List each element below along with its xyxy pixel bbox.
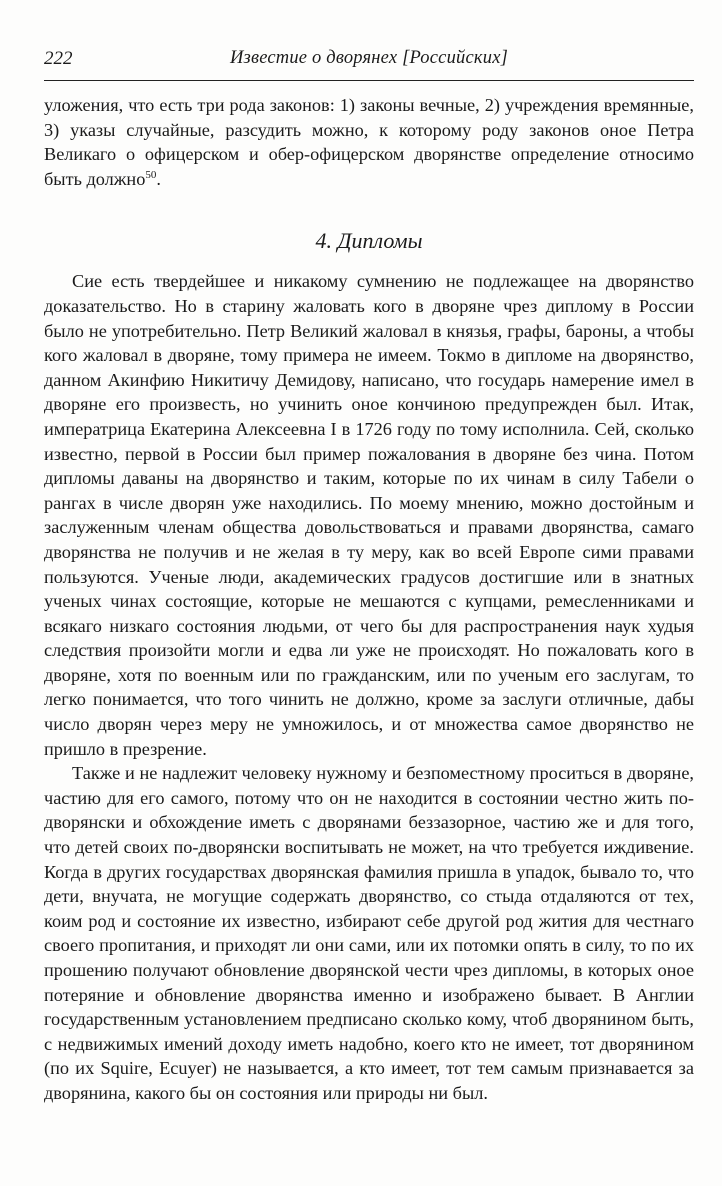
page-number: 222 [44,48,73,69]
body-paragraph: Сие есть твердейшее и никакому сумнению не подлежащее на дворянство доказательство. Но в старину жаловать кого в дворяне чрез диплому в России было не употребительно. Петр Великий жаловал в князья, графы, бароны, а чтобы кого жаловал в дворяне, тому примера не имеем. Токмо в дипломе на дворянство, данном Акинфию Никитичу Демидову, написано, что государь намерение имел в дворяне его произвесть, но учинить оное кончиною предупрежден был. Итак, императрица Екатерина Алексеевна I в 1726 году по тому исполнила. Сей, сколько известно, первой в России был пример пожалования в дворяне без чина. Потом дипломы даваны на дворянство и таким, которые по их чинам в силу Табели о рангах в числе дворян уже находились. По моему мнению, можно достойным и заслуженным членам общества довольствоваться и правами дворянства, самаго дворянства не получив и не желая в ту меру, как во всей Европе сими правами пользуются. Ученые люди, академических градусов достигшие или в знатных ученых чинах состоящие, которые не мешаются с купцами, ремесленниками и всякаго низкаго состояния людьми, от чего бы для распространения наук худыя следствия произойти могли и едва ли уже не происходят. Но пожаловать кого в дворяне, хотя по военным или по гражданским, или по ученым его заслугам, то легко понимается, что того чинить не должно, кроме за заслуги отличные, дабы число дворян через меру не умножилось, и от множества самое дворянство не пришло в презрение. [44,271,694,759]
footnote-reference[interactable]: 50 [145,168,157,181]
body-paragraph: Также и не надлежит человеку нужному и безпоместному проситься в дворяне, частию для его самого, потому что он не находится в состоянии честно жить по-дворянски и обхождение иметь с дворянами беззазорное, частию же и для того, что детей своих по-дворянски воспитывать не может, на что требуется иждивение. Когда в других государствах дворянская фамилия пришла в упадок, бывало то, что дети, внучата, не могущие содержать дворянство, со стыда отдаляются от тех, коим род и состояние их известно, избирают себе другой род жития для честнаго своего пропитания, и приходят ли они сами, или их потомки опять в силу, то по их прошению получают обновление дворянской чести чрез дипломы, в которых оное потеряние и обновление дворянства именно и изображено бывает. В Англии государственным установлением предписано сколько кому, чтоб дворянином быть, с недвижимых имений доходу иметь надобно, коего кто не имеет, тот дворянином (по их Squire, Ecuyer) не называется, а кто имеет, тот тем самым признавается за дворянина, какого бы он состояния или природы ни был. [44,763,694,1103]
running-title: Известие о дворянех [Российских] [229,48,509,68]
continued-paragraph-end: . [156,168,161,189]
page-header [44,44,694,76]
continued-paragraph [44,93,694,191]
page-body [44,93,694,1106]
section-heading: 4. Дипломы [315,228,423,254]
header-rule [44,80,694,81]
continued-paragraph-text: уложения, что есть три рода законов: 1) законы вечные, 2) учреждения времянные, 3) указы случайные, разсудить можно, к которому роду законов оное Петра Великаго о офицерском и обер-офицерском дворянстве определение относимо быть должно [44,95,694,189]
